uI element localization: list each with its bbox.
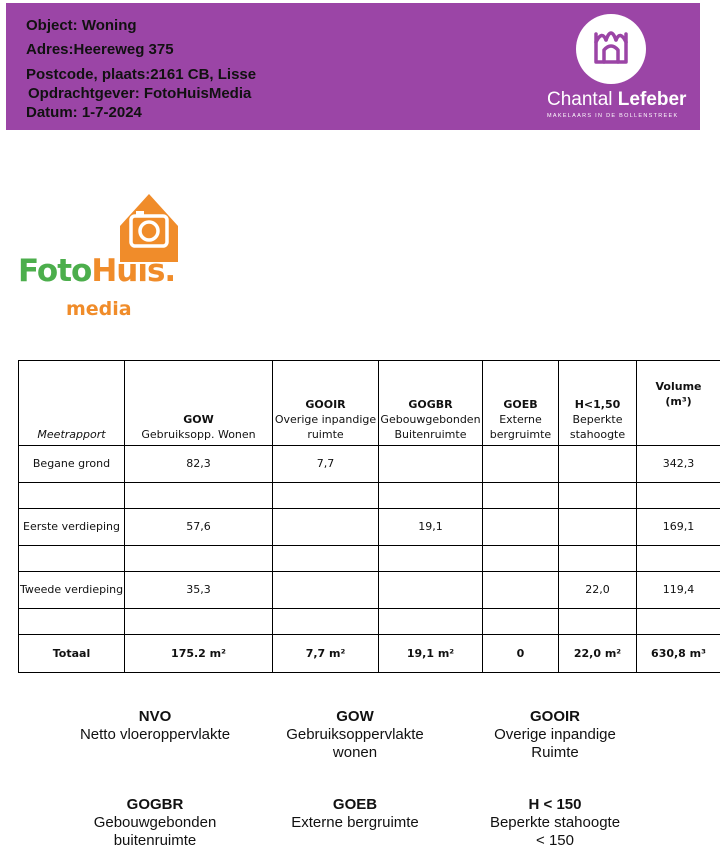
meetrapport-label: Meetrapport: [19, 361, 125, 446]
cell-goeb: [483, 509, 559, 546]
cell-volume: 119,4: [637, 572, 720, 609]
legend-item-gooir: GOOIR Overige inpandige Ruimte: [494, 708, 616, 761]
cell-gooir: [273, 572, 379, 609]
cell-h150: [559, 509, 637, 546]
row-label: Tweede verdieping: [19, 572, 125, 609]
cell-h150: 22,0: [559, 572, 637, 609]
cell-gooir: [273, 509, 379, 546]
row-label: Begane grond: [19, 446, 125, 483]
logo-subword: media: [66, 298, 132, 320]
client-line: Opdrachtgever: FotoHuisMedia: [28, 85, 252, 102]
header-h150: H<1,50 Beperkte stahoogte: [559, 361, 637, 446]
brand-name: Chantal Lefeber: [547, 89, 687, 110]
logo-wordmark: FotoHuis.: [18, 253, 176, 289]
cell-volume: 342,3: [637, 446, 720, 483]
legend-item-gow: GOW Gebruiksoppervlakte wonen: [286, 708, 424, 761]
total-gow: 175.2 m²: [125, 635, 273, 673]
legend-item-goeb: GOEB Externe bergruimte: [291, 796, 419, 831]
brand-tagline: MAKELAARS IN DE BOLLENSTREEK: [547, 113, 679, 119]
table-spacer-row: [19, 609, 720, 635]
legend-item-nvo: NVO Netto vloeroppervlakte: [79, 708, 231, 743]
cell-h150: [559, 446, 637, 483]
brand-logo-icon: [576, 14, 646, 84]
header-banner: [6, 3, 700, 130]
table-header-row: [19, 361, 720, 446]
table-spacer-row: [19, 546, 720, 572]
total-gooir: 7,7 m²: [273, 635, 379, 673]
total-gogbr: 19,1 m²: [379, 635, 483, 673]
header-gooir: GOOIR Overige inpandige ruimte: [273, 361, 379, 446]
table-row: [19, 509, 720, 546]
postcode-line: Postcode, plaats:2161 CB, Lisse: [26, 66, 257, 83]
total-h150: 22,0 m²: [559, 635, 637, 673]
total-volume: 630,8 m³: [637, 635, 720, 673]
header-volume: Volume (m³): [637, 361, 720, 446]
legend-item-h150: H < 150 Beperkte stahoogte < 150: [489, 796, 621, 849]
cell-gooir: 7,7: [273, 446, 379, 483]
cell-goeb: [483, 572, 559, 609]
cell-gogbr: 19,1: [379, 509, 483, 546]
row-label: Eerste verdieping: [19, 509, 125, 546]
cell-gow: 57,6: [125, 509, 273, 546]
table-row: [19, 446, 720, 483]
cell-gogbr: [379, 572, 483, 609]
header-gow: GOW Gebruiksopp. Wonen: [125, 361, 273, 446]
table-total-row: [19, 635, 720, 673]
object-line: Object: Woning: [26, 17, 137, 34]
cell-gow: 35,3: [125, 572, 273, 609]
cell-gogbr: [379, 446, 483, 483]
header-gogbr: GOGBR Gebouwgebonden Buitenruimte: [379, 361, 483, 446]
cell-volume: 169,1: [637, 509, 720, 546]
total-label: Totaal: [19, 635, 125, 673]
fotohuis-logo: [16, 192, 188, 322]
legend-item-gogbr: GOGBR Gebouwgebonden buitenruimte: [93, 796, 217, 849]
date-line: Datum: 1-7-2024: [26, 104, 142, 121]
table-row: [19, 572, 720, 609]
table-spacer-row: [19, 483, 720, 509]
address-line: Adres:Heereweg 375: [26, 41, 174, 58]
cell-goeb: [483, 446, 559, 483]
header-goeb: GOEB Externe bergruimte: [483, 361, 559, 446]
measurement-table: [18, 360, 720, 673]
total-goeb: 0: [483, 635, 559, 673]
cell-gow: 82,3: [125, 446, 273, 483]
